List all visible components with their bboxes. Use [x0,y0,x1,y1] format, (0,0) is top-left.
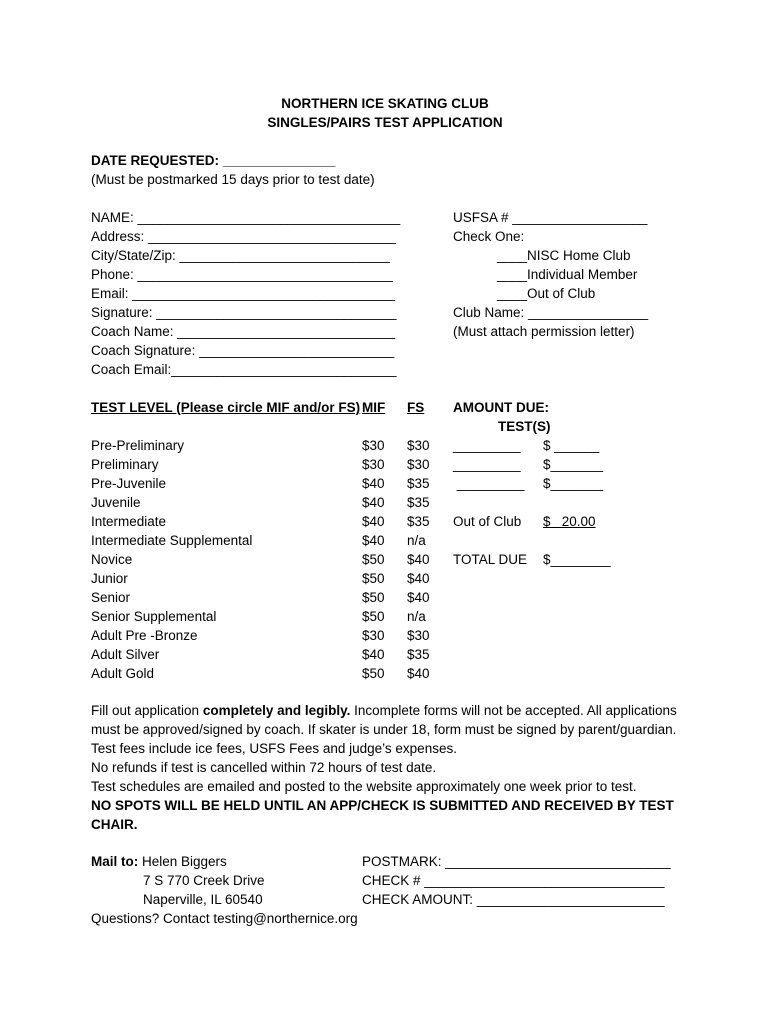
test-level-name[interactable]: Intermediate Supplemental [91,533,253,548]
instruction-no-spots: NO SPOTS WILL BE HELD UNTIL AN APP/CHECK IS SUBMITTED AND RECEIVED BY TEST CHAIR. [91,798,674,832]
fs-price[interactable]: $30 [407,628,430,643]
club-name-field[interactable]: Club Name: ________________ [453,305,649,320]
fs-price[interactable]: $35 [407,476,430,491]
mif-price[interactable]: $40 [362,514,385,529]
city-state-zip-field[interactable]: City/State/Zip: ____________________________ [91,248,390,263]
mif-price[interactable]: $40 [362,476,385,491]
out-of-club-amount: $ 20.00 [543,514,596,529]
test-level-name[interactable]: Junior [91,571,128,586]
test-level-name[interactable]: Adult Gold [91,666,155,681]
check-one-label: Check One: [453,229,525,244]
fs-price[interactable]: $40 [407,666,430,681]
fs-price: n/a [407,533,426,548]
total-due-amount[interactable]: $________ [543,552,611,567]
fs-price[interactable]: $40 [407,552,430,567]
mif-price[interactable]: $50 [362,552,385,567]
phone-field[interactable]: Phone: __________________________________ [91,267,393,282]
mail-to-city: Naperville, IL 60540 [143,892,263,907]
form-title-line2: SINGLES/PAIRS TEST APPLICATION [267,115,503,130]
mif-price[interactable]: $30 [362,457,385,472]
total-due-label: TOTAL DUE [453,552,528,567]
address-field[interactable]: Address: _________________________________ [91,229,396,244]
instruction-suffix: Incomplete forms will not be accepted. All applications must be approved/signed by coach. If skater is under 18, form must be signed by parent/guardian. [91,703,677,737]
instruction-fees: Test fees include ice fees, USFS Fees and judge’s expenses. [91,741,457,756]
instruction-prefix: Fill out application [91,703,203,718]
mail-to-street: 7 S 770 Creek Drive [143,873,265,888]
mail-to-label: Mail to: [91,854,139,869]
instructions [91,701,691,834]
test-entry-blank[interactable]: _________ [453,476,525,491]
mif-price[interactable]: $50 [362,590,385,605]
test-entry-amount[interactable]: $_______ [543,457,604,472]
test-level-name[interactable]: Adult Silver [91,647,160,662]
usfsa-number-field[interactable]: USFSA # __________________ [453,210,648,225]
signature-field[interactable]: Signature: ________________________________ [91,305,397,320]
test-level-name[interactable]: Novice [91,552,133,567]
fs-price[interactable]: $40 [407,571,430,586]
postmark-note: (Must be postmarked 15 days prior to test date) [91,172,375,187]
form-title-line1: NORTHERN ICE SKATING CLUB [281,96,489,111]
check-number-field[interactable]: CHECK # ________________________________ [362,873,665,888]
fs-price: n/a [407,609,426,624]
mif-price[interactable]: $50 [362,666,385,681]
mif-header: MIF [362,400,386,415]
fs-header: FS [407,400,425,415]
test-level-name[interactable]: Intermediate [91,514,167,529]
test-entry-amount[interactable]: $_______ [543,476,604,491]
mail-to-name: Helen Biggers [138,854,227,869]
option-nisc-home-club[interactable]: ____NISC Home Club [497,248,631,263]
instruction-emphasis: completely and legibly. [202,703,351,718]
mif-price[interactable]: $40 [362,533,385,548]
fs-price[interactable]: $40 [407,590,430,605]
coach-signature-field[interactable]: Coach Signature: __________________________ [91,343,395,358]
fs-price[interactable]: $30 [407,457,430,472]
out-of-club-label: Out of Club [453,514,522,529]
option-individual-member[interactable]: ____Individual Member [497,267,638,282]
test-level-name[interactable]: Adult Pre -Bronze [91,628,198,643]
instruction-schedules: Test schedules are emailed and posted to the website approximately one week prior to test. [91,779,637,794]
test-level-name[interactable]: Senior Supplemental [91,609,217,624]
test-level-name[interactable]: Senior [91,590,131,605]
amount-due-title: AMOUNT DUE: [453,400,549,415]
name-field[interactable]: NAME: ___________________________________ [91,210,401,225]
mif-price[interactable]: $30 [362,438,385,453]
mif-price[interactable]: $50 [362,609,385,624]
test-level-header: TEST LEVEL (Please circle MIF and/or FS) [91,400,361,415]
mail-to-line [91,852,227,871]
mif-price[interactable]: $40 [362,647,385,662]
mif-price[interactable]: $40 [362,495,385,510]
test-level-name[interactable]: Pre-Juvenile [91,476,167,491]
fs-price[interactable]: $30 [407,438,430,453]
date-requested-field[interactable]: DATE REQUESTED: _______________ [91,153,336,168]
fs-price[interactable]: $35 [407,495,430,510]
fs-price[interactable]: $35 [407,647,430,662]
fs-price[interactable]: $35 [407,514,430,529]
coach-name-field[interactable]: Coach Name: _____________________________ [91,324,396,339]
mif-price[interactable]: $30 [362,628,385,643]
test-level-name[interactable]: Pre-Preliminary [91,438,185,453]
coach-email-field[interactable]: Coach Email:______________________________ [91,362,397,377]
permission-letter-note: (Must attach permission letter) [453,324,635,339]
test-entry-blank[interactable]: _________ [453,457,521,472]
questions-contact: Questions? Contact testing@northernice.org [91,911,358,926]
test-level-name[interactable]: Juvenile [91,495,141,510]
postmark-field[interactable]: POSTMARK: ______________________________ [362,854,671,869]
test-entry-blank[interactable]: _________ [453,438,521,453]
test-level-name[interactable]: Preliminary [91,457,159,472]
test-entry-amount[interactable]: $ ______ [543,438,600,453]
option-out-of-club[interactable]: ____Out of Club [497,286,596,301]
check-amount-field[interactable]: CHECK AMOUNT: _________________________ [362,892,665,907]
tests-heading: TEST(S) [498,419,551,434]
email-field[interactable]: Email: ___________________________________ [91,286,396,301]
mif-price[interactable]: $50 [362,571,385,586]
instruction-completeness [91,701,691,739]
instruction-refunds: No refunds if test is cancelled within 72 hours of test date. [91,760,437,775]
